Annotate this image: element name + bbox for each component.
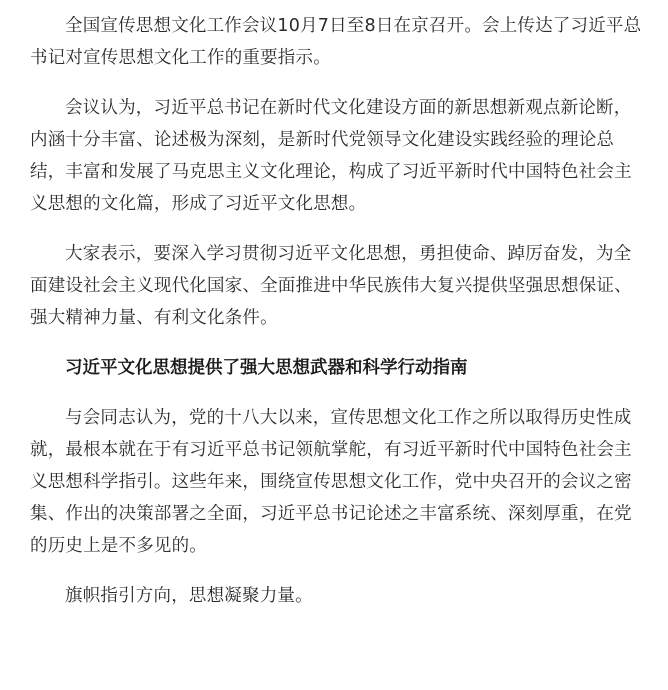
paragraph-meeting-intro: 全国宣传思想文化工作会议10月7日至8日在京召开。会上传达了习近平总书记对宣传思想文化工作的重要指示。 — [30, 16, 642, 68]
paragraph-meeting-conclusion: 会议认为，习近平总书记在新时代文化建设方面的新思想新观点新论断，内涵十分丰富、论述极为深刻，是新时代党领导文化建设实践经验的理论总结，丰富和发展了马克思主义文化理论，构成了习近平新时代中国特色社会主义思想的文化篇，形成了习近平文化思想。 — [30, 98, 632, 214]
paragraph-participants-statement: 大家表示，要深入学习贯彻习近平文化思想，勇担使命、踔厉奋发，为全面建设社会主义现代化国家、全面推进中华民族伟大复兴提供坚强思想保证、强大精神力量、有利文化条件。 — [30, 244, 632, 328]
paragraph-achievements: 与会同志认为，党的十八大以来，宣传思想文化工作之所以取得历史性成就，最根本就在于有习近平总书记领航掌舵，有习近平新时代中国特色社会主义思想科学指引。这些年来，围绕宣传思想文化工作，党中央召开的会议之密集、作出的决策部署之全面，习近平总书记论述之丰富系统、深刻厚重，在党的历史上是不多见的。 — [30, 408, 632, 556]
paragraph-banner-direction: 旗帜指引方向，思想凝聚力量。 — [65, 586, 313, 606]
section-subheading: 习近平文化思想提供了强大思想武器和科学行动指南 — [65, 358, 468, 378]
